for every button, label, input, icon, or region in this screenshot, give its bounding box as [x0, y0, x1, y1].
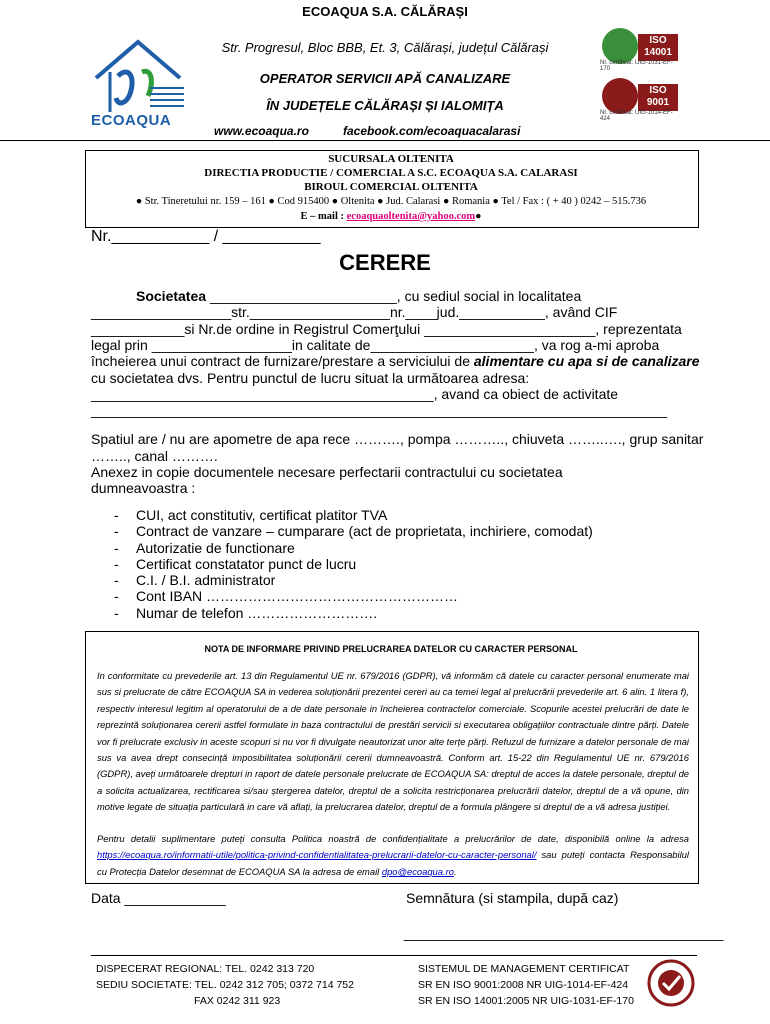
branch-email-row [85, 211, 697, 222]
branch-name: SUCURSALA OLTENITA [328, 153, 454, 165]
privacy-policy-link[interactable]: https://ecoaqua.ro/informatii-utile/politica-privind-confidentialitatea-prelucrarii-datelor-cu-caracter-personal/ [97, 849, 537, 861]
gdpr-body: In conformitate cu prevederile art. 13 din Regulamentul UE nr. 679/2016 (GDPR), vă informăm că datele cu caracter personal enumerate mai sus si prelucrate de către ECOAQUA SA in vederea soluționării prezentei cereri au ca temei legal al prelucrării prevederile art. 6 alin. 1 litera f), respectiv interesul legitim al operatorului de a de date personale in încheierea contractelor comerciale. Scopurile acestei prelucrări de date le reprezintă soluționarea cererii astfel formulate in baza contractului de prestări servicii si executarea obligațiilor contractuale dintre părți. Datele vor fi prelucrate exclusiv in aceste scopuri si nu vor fi divulgate neautorizat unor alte terțe părți. Refuzul de furnizare a datelor personale de mai sus va avea drept consecință imposibilitatea soluționării cererii dumneavoastră. Conform art. 15-22 din Regulamentul UE nr. 679/2016 (GDPR), aveți următoarele drepturi in raport de datele personale prelucrate de ECOAQUA SA: dreptul de acces la datele personale, dreptul de a solicita actualizarea, rectificarea si/sau ștergerea datelor, dreptul de a solicita restricționarea prelucrării datelor, dreptul de a vă opune, din motive legate de situația particulară in care vă aflați, la prelucrarea datelor, dreptul de a formula plângere si dreptul de a vă adresa justiției. [97, 670, 689, 813]
annex-line-2: dumneavoastra : [91, 480, 196, 496]
gdpr-title: NOTA DE INFORMARE PRIVIND PRELUCRAREA DATELOR CU CARACTER PERSONAL [204, 644, 578, 654]
facebook-link[interactable]: facebook.com/ecoaquacalarasi [343, 124, 521, 138]
list-item: - Autorizatie de functionare [114, 540, 593, 556]
iso14001-number: Nr. certificat: UIG-1031-EF-170 [600, 60, 673, 72]
footer-headquarters: SEDIU SOCIETATE: TEL. 0242 312 705; 0372 714 752 [96, 979, 354, 991]
form-line-1 [91, 288, 697, 305]
form-line-1-rest: ________________________, cu sediul social in localitatea [209, 288, 582, 304]
region-title: ÎN JUDEȚELE CĂLĂRAȘI ȘI IALOMIȚA [266, 98, 504, 113]
gdpr-contact [97, 831, 689, 880]
footer-cert-title: SISTEMUL DE MANAGEMENT CERTIFICAT [418, 963, 630, 975]
form-line-5 [91, 353, 700, 370]
facilities-line-1: Spatiul are / nu are apometre de apa rece ………., pompa ……….., chiuveta ……..…., grup sanitar [91, 431, 704, 447]
footer-fax: FAX 0242 311 923 [194, 995, 281, 1007]
gdpr-contact-text: Pentru detalii suplimentare puteți consulta Politica noastră de confidențialitate a prelucrărilor de date, disponibilă online la adresa [97, 833, 689, 844]
iso14001-label: ISO 14001 [638, 34, 678, 61]
company-address: Str. Progresul, Bloc BBB, Et. 3, Călărași, județul Călărași [221, 40, 549, 55]
email-bullet: ● [475, 211, 482, 222]
email-label: E – mail : [300, 211, 347, 222]
gdpr-contact-text-2: sau puteți contacta Responsabilul cu Protecția Datelor desemnat de ECOAQUA SA la adresa de email [97, 849, 689, 877]
iso9001-label: ISO 9001 [638, 84, 678, 111]
dpo-email-link[interactable]: dpo@ecoaqua.ro [381, 865, 454, 877]
company-name: ECOAQUA S.A. CĂLĂRAȘI [302, 4, 468, 19]
operator-title: OPERATOR SERVICII APĂ CANALIZARE [259, 71, 511, 86]
form-line-3: ____________si Nr.de ordine in Registrul Comerţului ______________________, reprezentata [91, 321, 682, 337]
form-line-8: __________________________________________________________________________ [91, 402, 668, 418]
branch-office: BIROUL COMERCIAL OLTENITA [304, 181, 478, 193]
list-item: - Cont IBAN ……………………………………………… [114, 588, 593, 604]
footer-divider [91, 955, 697, 956]
annex-line-1: Anexez in copie documentele necesare perfectarii contractului cu societatea [91, 464, 563, 480]
footer-dispatch: DISPECERAT REGIONAL: TEL. 0242 313 720 [96, 963, 315, 975]
form-line-5-text: încheierea unui contract de furnizare/prestare a serviciului de [91, 353, 474, 369]
iso9001-number: Nr. certificat: UIG-1014-EF-424 [600, 110, 673, 122]
header-divider [0, 140, 770, 141]
branch-direction: DIRECTIA PRODUCTIE / COMERCIAL A S.C. ECOAQUA S.A. CALARASI [204, 167, 578, 179]
company-label: Societatea [136, 288, 207, 304]
website-link[interactable]: www.ecoaqua.ro [214, 124, 309, 138]
iso9001-badge [600, 78, 678, 122]
document-title: CERERE [339, 250, 431, 275]
form-line-4: legal prin __________________in calitate de_____________________, va rog a-mi aproba [91, 337, 660, 353]
certification-stamp-icon [646, 958, 696, 1008]
registration-number: Nr.___________ / ___________ [91, 228, 321, 245]
form-line-7: ____________________________________________, avand ca obiect de activitate [91, 386, 619, 402]
signature-line: _________________________________________ [404, 925, 724, 941]
service-type: alimentare cu apa si de canalizare [473, 353, 700, 369]
branch-email-link[interactable]: ecoaquaoltenita@yahoo.com [346, 211, 476, 222]
signature-label: Semnătura (si stampila, după caz) [406, 890, 619, 906]
list-item: - Numar de telefon ………………………. [114, 605, 593, 621]
iso14001-badge [600, 28, 678, 72]
logo-wordmark: ECOAQUA [91, 112, 172, 129]
facilities-line-2: …….., canal ………. [91, 448, 218, 464]
form-line-6: cu societatea dvs. Pentru punctul de lucru situat la următoarea adresa: [91, 370, 530, 386]
gdpr-contact-end: . [453, 865, 457, 877]
list-item: - CUI, act constitutiv, certificat platitor TVA [114, 507, 593, 523]
list-item: - Contract de vanzare – cumparare (act de proprietata, inchiriere, comodat) [114, 523, 593, 539]
branch-contact: ● Str. Tineretului nr. 159 – 161 ● Cod 915400 ● Oltenita ● Jud. Calarasi ● Romania ● Tel / Fax : ( + 40 ) 0242 – 515.736 [135, 196, 647, 207]
footer-iso14001: SR EN ISO 14001:2005 NR UIG-1031-EF-170 [418, 995, 634, 1007]
list-item: - C.I. / B.I. administrator [114, 572, 593, 588]
form-line-2: __________________str.__________________nr.____jud.___________, având CIF [91, 304, 618, 320]
documents-list [114, 507, 593, 621]
list-item: - Certificat constatator punct de lucru [114, 556, 593, 572]
footer-iso9001: SR EN ISO 9001:2008 NR UIG-1014-EF-424 [418, 979, 629, 991]
date-field: Data _____________ [91, 890, 226, 906]
